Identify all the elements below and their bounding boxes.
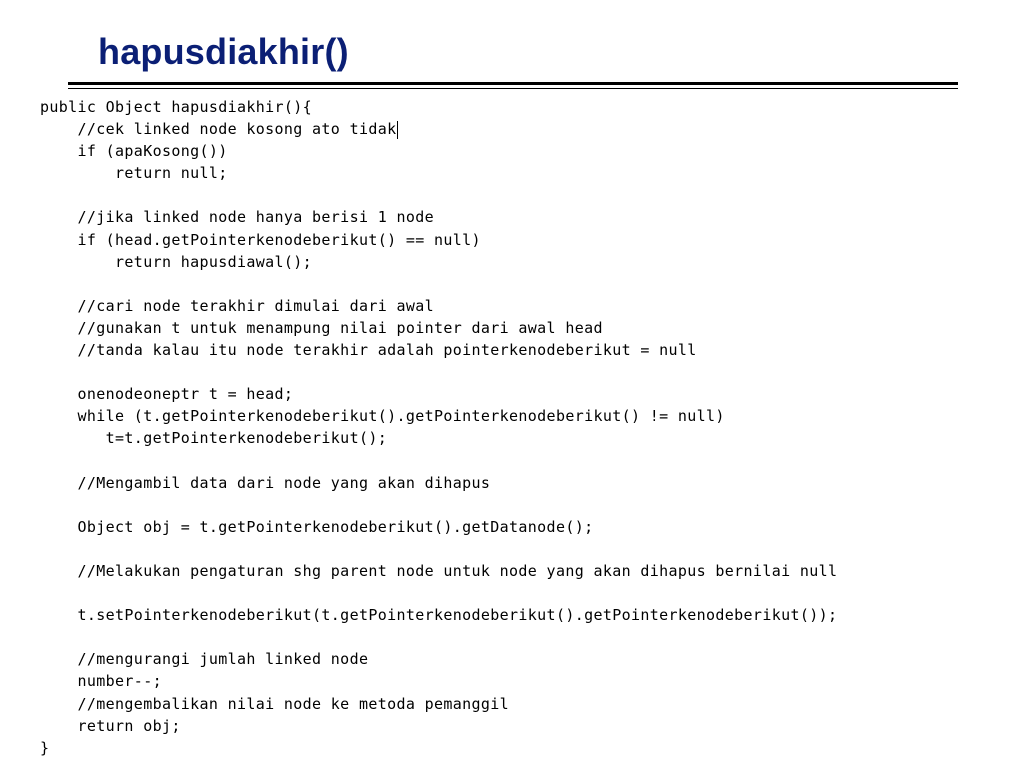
code-line: //cari node terakhir dimulai dari awal bbox=[40, 296, 434, 315]
code-line: return hapusdiawal(); bbox=[40, 252, 313, 271]
code-line bbox=[40, 118, 837, 140]
code-line bbox=[40, 626, 837, 648]
code-line bbox=[40, 582, 837, 604]
code-line: //mengembalikan nilai node ke metoda pemanggil bbox=[40, 694, 510, 713]
code-line: number--; bbox=[40, 672, 162, 691]
code-line: //Melakukan pengaturan shg parent node untuk node yang akan dihapus bernilai null bbox=[40, 561, 838, 580]
code-line-text: //cek linked node kosong ato tidak bbox=[40, 120, 397, 139]
code-line bbox=[40, 361, 837, 383]
code-line: //tanda kalau itu node terakhir adalah pointerkenodeberikut = null bbox=[40, 341, 697, 360]
code-line: if (apaKosong()) bbox=[40, 142, 228, 161]
code-line: onenodeoneptr t = head; bbox=[40, 385, 294, 404]
title-underline-thin bbox=[68, 88, 958, 89]
code-line: //gunakan t untuk menampung nilai pointer dari awal head bbox=[40, 318, 603, 337]
code-line: if (head.getPointerkenodeberikut() == null) bbox=[40, 230, 481, 249]
code-line: //jika linked node hanya berisi 1 node bbox=[40, 208, 434, 227]
code-line bbox=[40, 273, 837, 295]
title-underline-thick bbox=[68, 82, 958, 85]
code-line: public Object hapusdiakhir(){ bbox=[40, 98, 313, 116]
code-line: Object obj = t.getPointerkenodeberikut().getDatanode(); bbox=[40, 517, 594, 536]
code-line: t=t.getPointerkenodeberikut(); bbox=[40, 429, 388, 448]
code-line: return obj; bbox=[40, 716, 181, 735]
code-line: //mengurangi jumlah linked node bbox=[40, 650, 369, 669]
code-line: return null; bbox=[40, 164, 228, 183]
code-line: while (t.getPointerkenodeberikut().getPointerkenodeberikut() != null) bbox=[40, 407, 725, 426]
code-line bbox=[40, 450, 837, 472]
code-line: } bbox=[40, 738, 50, 757]
slide-title: hapusdiakhir() bbox=[98, 31, 349, 72]
code-line: t.setPointerkenodeberikut(t.getPointerkenodeberikut().getPointerkenodeberikut()); bbox=[40, 606, 838, 625]
code-block bbox=[40, 96, 837, 759]
code-line bbox=[40, 184, 837, 206]
text-cursor bbox=[397, 121, 398, 139]
code-line bbox=[40, 538, 837, 560]
code-line: //Mengambil data dari node yang akan dihapus bbox=[40, 473, 491, 492]
code-line bbox=[40, 494, 837, 516]
